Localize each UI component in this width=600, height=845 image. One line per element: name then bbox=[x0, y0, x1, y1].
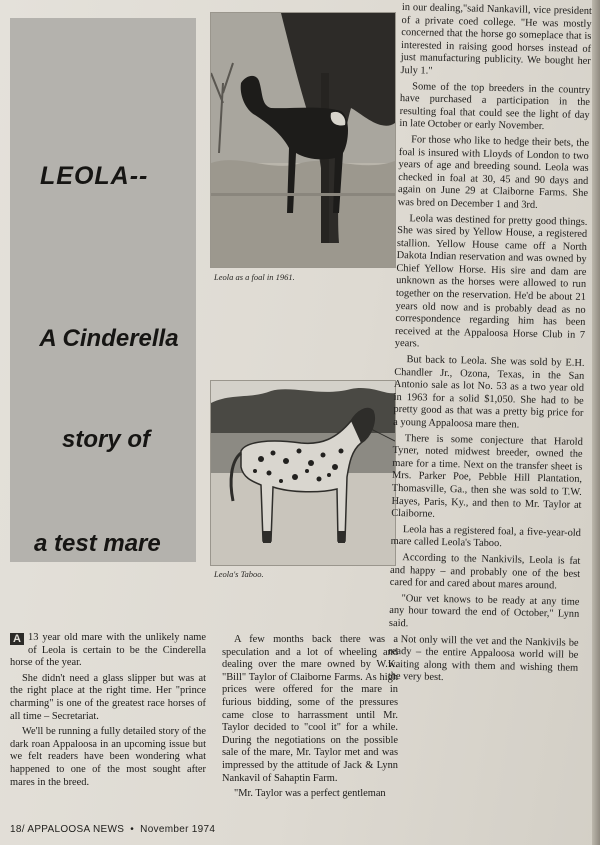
title-line-2: A Cinderella bbox=[39, 325, 179, 352]
title-line-1: LEOLA-- bbox=[40, 162, 149, 190]
paragraph: According to the Nankivils, Leola is fat and happy – and probably one of the best cared for and cared about mares around. bbox=[389, 552, 581, 592]
taboo-photo-caption: Leola's Taboo. bbox=[214, 569, 264, 579]
page-number: 18/ bbox=[10, 824, 25, 835]
article-column-middle bbox=[222, 634, 398, 804]
paragraph: "Our vet knows to be ready at any time any hour toward the end of October," Lynn said. bbox=[388, 592, 580, 630]
article-column-right bbox=[388, 2, 592, 691]
foal-photo bbox=[210, 12, 396, 268]
paragraph: "Mr. Taylor was a perfect gentleman bbox=[234, 788, 386, 800]
title-panel bbox=[10, 18, 196, 562]
issue-date: November 1974 bbox=[140, 824, 216, 835]
paragraph: A 13 year old mare with the unlikely name of Leola is certain to be the Cinderella horse of the year. bbox=[10, 632, 206, 669]
paragraph: Not only will the vet and the Nankivils be ready – the entire Appaloosa world will be waiting along with them and wishing them the very best. bbox=[387, 633, 579, 684]
paragraph: Leola has a registered foal, a five-year-old mare called Leola's Taboo. bbox=[390, 523, 582, 550]
paragraph: There is some conjecture that Harold Tyner, noted midwest breeder, owned the mare for a time. Next on the transfer sheet is Mrs. Parker Poe, Pebble Hill Plantation, Thomasville, Ga., then she was sold to T.W. Hayes, Paris, Ky., and then to Mr. Taylor at Claiborne. bbox=[391, 432, 583, 520]
paragraph: For those who like to hedge their bets, the foal is insured with Lloyds of London to two years of age and breeding sound. Leola was checked in foal at 30, 45 and 90 days and again on June 29 at Claiborne Farms. She was bred on December 1 and 3rd. bbox=[397, 134, 590, 211]
paragraph: We'll be running a fully detailed story of the dark roan Appaloosa in an upcoming issue but we felt readers have been wondering what happened to one of the most sought after mares in the breed. bbox=[10, 726, 206, 788]
foal-photo-illustration bbox=[211, 13, 395, 267]
page-edge-shadow bbox=[592, 0, 600, 845]
publication-name: APPALOOSA NEWS bbox=[27, 824, 125, 835]
foal-photo-caption: Leola as a foal in 1961. bbox=[214, 272, 295, 282]
paragraph: But back to Leola. She was sold by E.H. Chandler Jr., Ozona, Texas, in the San Antonio sale as lot No. 53 as a two year old in 1963 for a solid $1,050. She had to be pretty good as that was a pretty big price for a young Appaloosa mare then. bbox=[393, 354, 585, 431]
page-footer bbox=[10, 824, 215, 835]
drop-cap: A bbox=[10, 633, 24, 645]
footer-bullet: • bbox=[130, 824, 135, 835]
paragraph: A few months back there was a speculation and a lot of wheeling and dealing over the mare owned by W.K. "Bill" Taylor of Claiborne Farms. As high prices were offered for the mare in furious bidding, some of the pressures came close to harrassment until Mr. Taylor decided to "cool it" for a while. During the negotiations on the possible sale of the mare, Mr. Taylor met and was impressed by the attitude of Jack & Lynn Nankavil of Sahaptin Farm. bbox=[222, 634, 398, 784]
paragraph: She didn't need a glass slipper but was at the right place at the right time. Her "prince charming" is one of the greatest race horses of all time – Secretariat. bbox=[10, 672, 206, 722]
title-line-4: a test mare bbox=[34, 530, 161, 557]
title-line-3: story of bbox=[62, 426, 151, 453]
paragraph: Leola was destined for pretty good things. She was sired by Yellow House, a registered stallion. Yellow House came off a North Dakota Indian reservation and was owned by Chief Yellow Horse. His sire and dam are unknown as the horses were allowed to run together on the reservation. He'd be about 21 years old now and is probably dead as no correspondence regarding him has been received at the Appaloosa Horse Club in 7 years. bbox=[394, 212, 588, 350]
taboo-photo-illustration bbox=[211, 381, 395, 565]
taboo-photo bbox=[210, 380, 396, 566]
paragraph: in our dealing,"said Nankavill, vice president of a private coed college. "He was mostly concerned that the horse go someplace that is interested in raising good horses instead of just manufacturing publicity. We bought her July 1." bbox=[400, 2, 592, 77]
article-column-left bbox=[10, 632, 206, 792]
paragraph: Some of the top breeders in the country have purchased a participation in the resulting foal that could see the light of day in late October or early November. bbox=[399, 80, 591, 133]
